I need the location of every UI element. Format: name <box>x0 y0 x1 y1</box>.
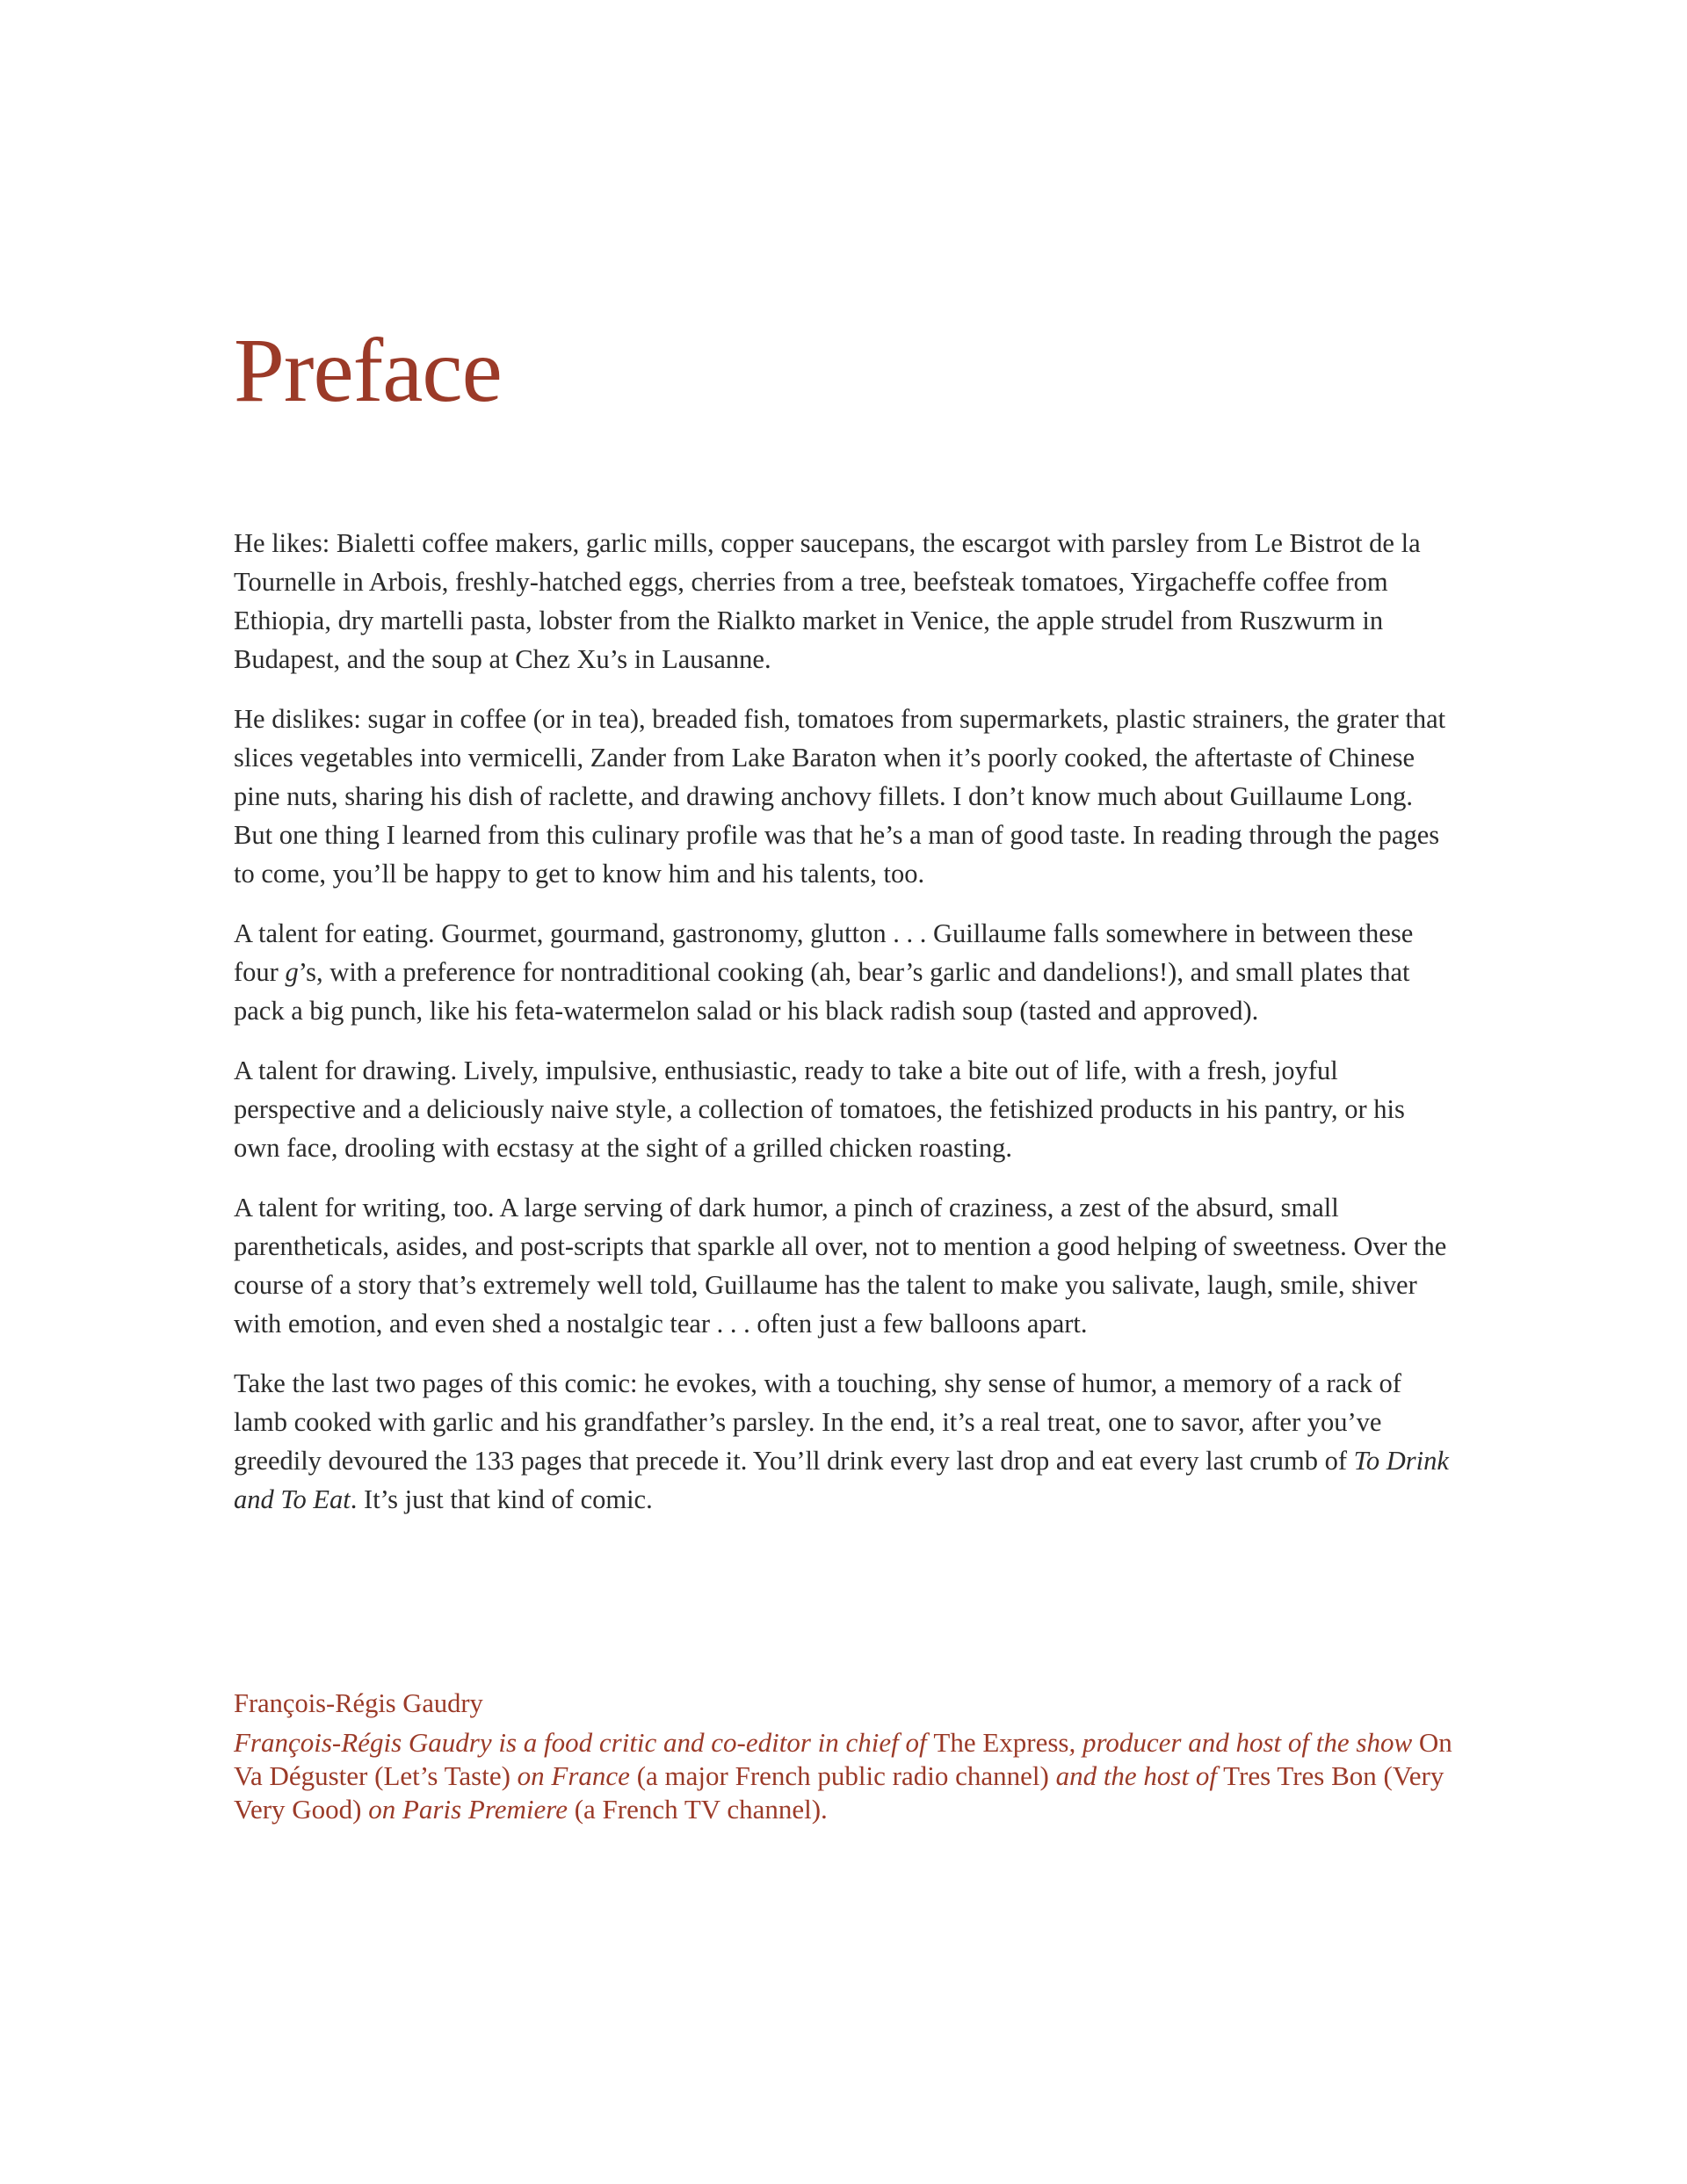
book-title-italic: To Drink and To Eat <box>234 1446 1449 1514</box>
bio-segment: On Va Déguster (Let’s Taste) <box>234 1727 1452 1791</box>
paragraph-dislikes <box>234 700 1455 893</box>
paragraph-text: A talent for writing, too. A large serving of dark humor, a pinch of craziness, a zest of the absurd, small parentheticals, asides, and post-scripts that sparkle all over, not to mention a good helping of sweetness. Over the course of a story that’s extremely well told, Guillaume has the talent to make you salivate, laugh, smile, shiver with emotion, and even shed a nostalgic tear . . . often just a few balloons apart. <box>234 1193 1447 1339</box>
bio-segment: and the host of <box>1055 1760 1217 1791</box>
paragraph-drawing <box>234 1051 1455 1167</box>
bio-segment: on Paris Premiere <box>368 1794 568 1825</box>
paragraph-text: He likes: Bialetti coffee makers, garlic mills, copper saucepans, the escargot with parsley from Le Bistrot de la Tournelle in Arbois, freshly-hatched eggs, cherries from a tree, beefsteak tomatoes, Yirgacheffe coffee from Ethiopia, dry martelli pasta, lobster from the Rialkto market in Venice, the apple strudel from Ruszwurm in Budapest, and the soup at Chez Xu’s in Lausanne. <box>234 528 1421 674</box>
paragraph-last-pages <box>234 1364 1455 1519</box>
paragraph-text: A talent for drawing. Lively, impulsive, enthusiastic, ready to take a bite out of life, with a fresh, joyful perspective and a deliciously naive style, a collection of tomatoes, the fetishized products in his pantry, or his own face, drooling with ecstasy at the sight of a grilled chicken roasting. <box>234 1056 1405 1163</box>
bio-segment: (a major French public radio channel) <box>629 1760 1056 1791</box>
paragraph-writing <box>234 1188 1455 1343</box>
bio-segment: (a French TV channel). <box>567 1794 828 1825</box>
paragraph-eating <box>234 914 1455 1030</box>
bio-segment: François-Régis Gaudry is a food critic and co-editor in chief of <box>234 1727 934 1758</box>
bio-segment: Tres Tres Bon (Very Very Good) <box>234 1760 1444 1825</box>
bio-segment: , producer and host of the show <box>1068 1727 1413 1758</box>
preface-body <box>234 524 1455 1540</box>
paragraph-text-italic: g <box>285 957 299 987</box>
bio-segment: The Express <box>933 1727 1069 1758</box>
page-title: Preface <box>234 320 502 421</box>
author-signature <box>234 1684 1455 1826</box>
author-name: François-Régis Gaudry <box>234 1688 483 1718</box>
paragraph-text: Take the last two pages of this comic: he evokes, with a touching, shy sense of humor, a memory of a rack of lamb cooked with garlic and his grandfather’s parsley. In the end, it’s a real treat, one to savor, after you’ve greedily devoured the 133 pages that precede it. You’ll drink every last drop and eat every last crumb of <box>234 1368 1401 1476</box>
paragraph-text: He dislikes: sugar in coffee (or in tea), breaded fish, tomatoes from supermarkets, plastic strainers, the grater that slices vegetables into vermicelli, Zander from Lake Baraton when it’s poorly cooked, the aftertaste of Chinese pine nuts, sharing his dish of raclette, and drawing anchovy fillets. I don’t know much about Guillaume Long. But one thing I learned from this culinary profile was that he’s a man of good taste. In reading through the pages to come, you’ll be happy to get to know him and his talents, too. <box>234 704 1446 889</box>
paragraph-text: ’s, with a preference for nontraditional cooking (ah, bear’s garlic and dandelions!), and small plates that pack a big punch, like his feta-watermelon salad or his black radish soup (tasted and approved). <box>234 957 1410 1026</box>
paragraph-text: . It’s just that kind of comic. <box>350 1484 653 1514</box>
paragraph-text: A talent for eating. Gourmet, gourmand, gastronomy, glutton . . . Guillaume falls somewhere in between these four <box>234 918 1414 987</box>
bio-segment: on France <box>517 1760 630 1791</box>
author-bio <box>234 1726 1455 1826</box>
paragraph-likes <box>234 524 1455 678</box>
